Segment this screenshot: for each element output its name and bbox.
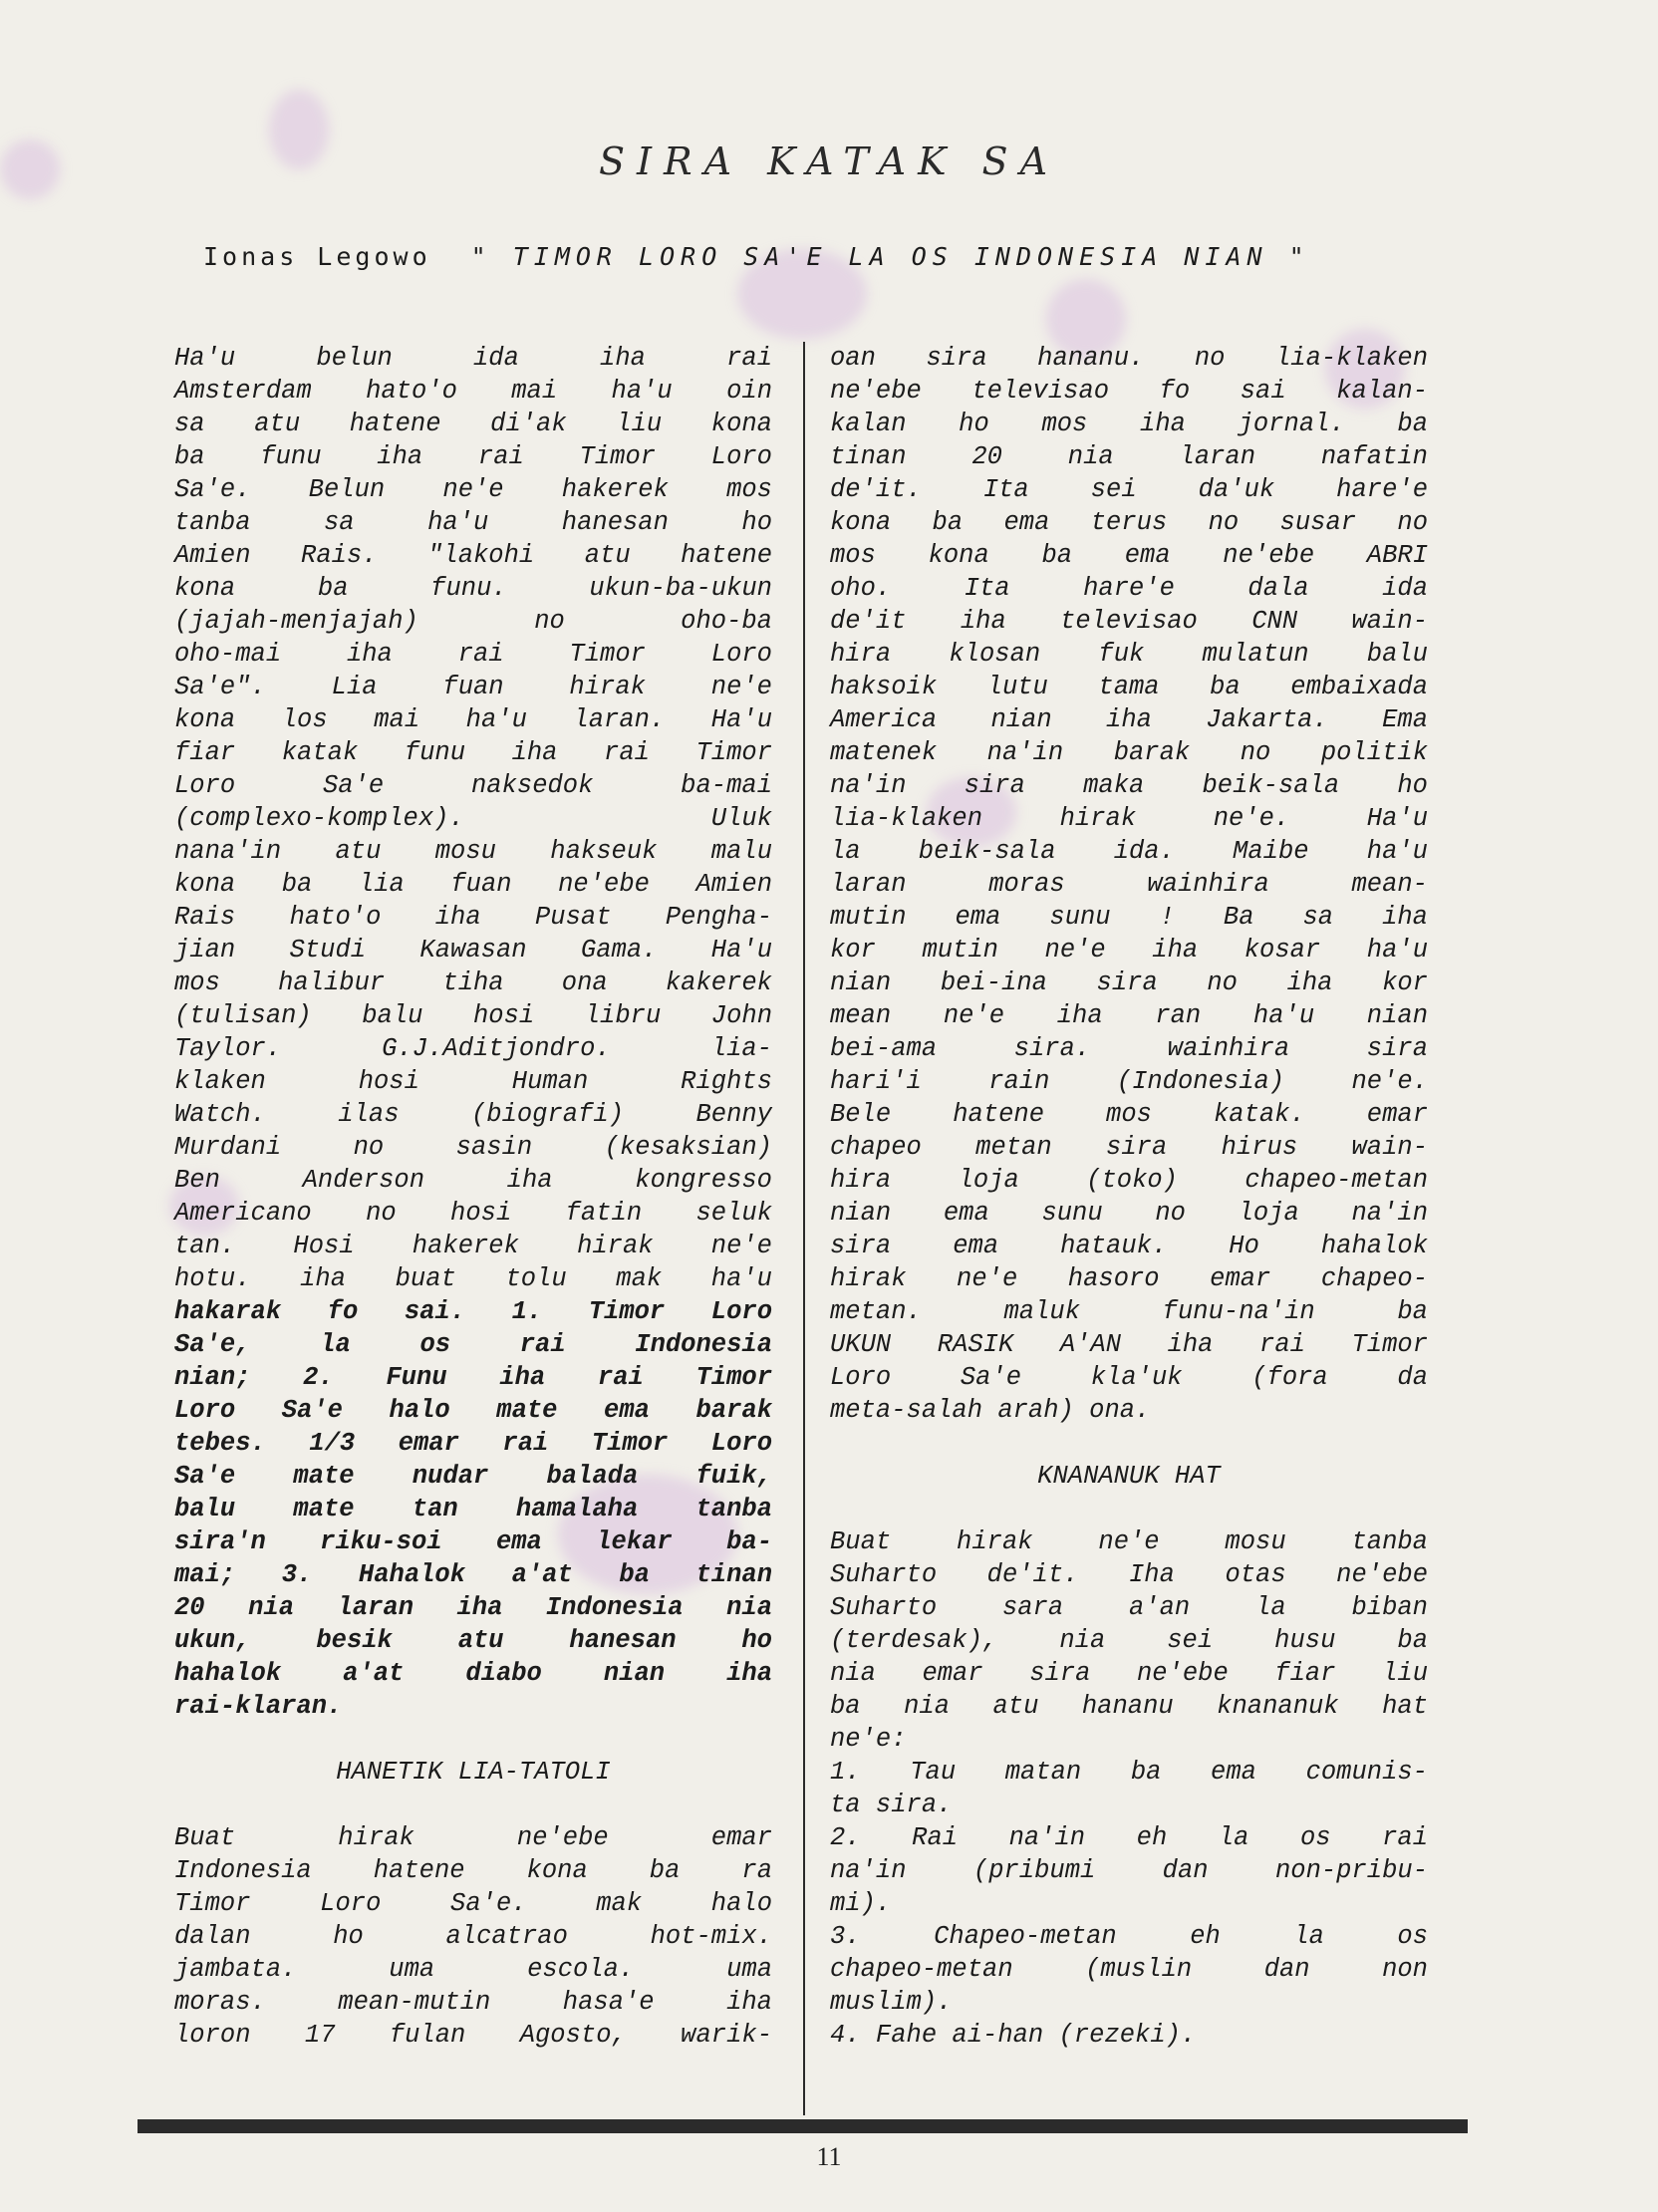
text-line: tebes. 1/3 emar rai Timor Loro	[174, 1429, 772, 1458]
text-line: hari'i rain (Indonesia) ne'e.	[830, 1067, 1428, 1096]
text-line: (tulisan) balu hosi libru John	[174, 1001, 772, 1030]
text-line: sira ema hatauk. Ho hahalok	[830, 1232, 1428, 1260]
text-line: Americano no hosi fatin seluk	[174, 1199, 772, 1228]
text-line: bei-ama sira. wainhira sira	[830, 1034, 1428, 1063]
text-line: mi).	[830, 1889, 892, 1918]
text-line: meta-salah arah) ona.	[830, 1396, 1151, 1425]
text-line: Murdani no sasin (kesaksian)	[174, 1133, 772, 1162]
text-line: hirak ne'e hasoro emar chapeo-	[830, 1264, 1428, 1293]
text-line: fiar katak funu iha rai Timor	[174, 738, 772, 767]
text-line: 1. Tau matan ba ema comunis-	[830, 1758, 1428, 1787]
text-line: balu mate tan hamalaha tanba	[174, 1495, 772, 1523]
text-line: ba funu iha rai Timor Loro	[174, 442, 772, 471]
text-line: Sa'e. Belun ne'e hakerek mos	[174, 475, 772, 504]
text-line: kona ba funu. ukun-ba-ukun	[174, 574, 772, 603]
text-line: Suharto sara a'an la biban	[830, 1593, 1428, 1622]
text-line: Watch. ilas (biografi) Benny	[174, 1100, 772, 1129]
text-line: Sa'e, la os rai Indonesia	[174, 1330, 772, 1359]
text-line: ne'ebe televisao fo sai kalan-	[830, 377, 1428, 406]
text-line: 4. Fahe ai-han (rezeki).	[830, 2021, 1197, 2050]
text-line: lia-klaken hirak ne'e. Ha'u	[830, 804, 1428, 833]
text-line: Loro Sa'e kla'uk (fora da	[830, 1363, 1428, 1392]
text-line: 3. Chapeo-metan eh la os	[830, 1922, 1428, 1951]
text-line: hakarak fo sai. 1. Timor Loro	[174, 1297, 772, 1326]
text-line: rai-klaran.	[174, 1692, 343, 1721]
text-line: Amsterdam hato'o mai ha'u oin	[174, 377, 772, 406]
text-line: hira loja (toko) chapeo-metan	[830, 1166, 1428, 1195]
text-line: oho. Ita hare'e dala ida	[830, 574, 1428, 603]
text-line: na'in sira maka beik-sala ho	[830, 771, 1428, 800]
text-line: America nian iha Jakarta. Ema	[830, 705, 1428, 734]
text-line: Rais hato'o iha Pusat Pengha-	[174, 903, 772, 932]
text-line: (complexo-komplex). Uluk	[174, 804, 772, 833]
text-line: 2. Rai na'in eh la os rai	[830, 1823, 1428, 1852]
text-line: kona ba lia fuan ne'ebe Amien	[174, 870, 772, 899]
text-line: mos halibur tiha ona kakerek	[174, 968, 772, 997]
article-subtitle: " TIMOR LORO SA'E LA OS INDONESIA NIAN "	[470, 242, 1310, 271]
text-line: nian; 2. Funu iha rai Timor	[174, 1363, 772, 1392]
byline	[203, 242, 1459, 271]
text-line: nia emar sira ne'ebe fiar liu	[830, 1659, 1428, 1688]
text-line: Amien Rais. "lakohi atu hatene	[174, 541, 772, 570]
text-line: hotu. iha buat tolu mak ha'u	[174, 1264, 772, 1293]
page-number: 11	[816, 2142, 842, 2171]
text-line: klaken hosi Human Rights	[174, 1067, 772, 1096]
text-line: de'it iha televisao CNN wain-	[830, 607, 1428, 636]
text-line: Ben Anderson iha kongresso	[174, 1166, 772, 1195]
text-line: matenek na'in barak no politik	[830, 738, 1428, 767]
text-line: hira klosan fuk mulatun balu	[830, 640, 1428, 669]
text-line: ba nia atu hananu knananuk hat	[830, 1692, 1428, 1721]
text-line: Taylor. G.J.Aditjondro. lia-	[174, 1034, 772, 1063]
text-line: mutin ema sunu ! Ba sa iha	[830, 903, 1428, 932]
text-line: Timor Loro Sa'e. mak halo	[174, 1889, 772, 1918]
text-line: jian Studi Kawasan Gama. Ha'u	[174, 936, 772, 965]
section-heading: HANETIK LIA-TATOLI	[336, 1758, 611, 1787]
text-line: Bele hatene mos katak. emar	[830, 1100, 1428, 1129]
text-line: (terdesak), nia sei husu ba	[830, 1626, 1428, 1655]
text-line: kona ba ema terus no susar no	[830, 508, 1428, 537]
text-line: oho-mai iha rai Timor Loro	[174, 640, 772, 669]
text-line: Buat hirak ne'ebe emar	[174, 1823, 772, 1852]
article-title: SIRA KATAK SA	[598, 139, 1060, 183]
column-divider	[803, 342, 805, 2115]
text-line: chapeo-metan (muslin dan non	[830, 1955, 1428, 1984]
text-line: 20 nia laran iha Indonesia nia	[174, 1593, 772, 1622]
text-line: Sa'e". Lia fuan hirak ne'e	[174, 673, 772, 701]
text-line: chapeo metan sira hirus wain-	[830, 1133, 1428, 1162]
text-line: Indonesia hatene kona ba ra	[174, 1856, 772, 1885]
text-line: laran moras wainhira mean-	[830, 870, 1428, 899]
text-line: ne'e:	[830, 1725, 907, 1754]
text-line: kona los mai ha'u laran. Ha'u	[174, 705, 772, 734]
text-line: jambata. uma escola. uma	[174, 1955, 772, 1984]
text-line: nian ema sunu no loja na'in	[830, 1199, 1428, 1228]
text-line: haksoik lutu tama ba embaixada	[830, 673, 1428, 701]
right-column	[830, 342, 1428, 2052]
text-line: tanba sa ha'u hanesan ho	[174, 508, 772, 537]
text-line: mean ne'e iha ran ha'u nian	[830, 1001, 1428, 1030]
section-heading: KNANANUK HAT	[1037, 1462, 1221, 1491]
text-line: Buat hirak ne'e mosu tanba	[830, 1527, 1428, 1556]
text-line: ta sira.	[830, 1791, 953, 1819]
text-line: Sa'e mate nudar balada fuik,	[174, 1462, 772, 1491]
text-line: kalan ho mos iha jornal. ba	[830, 410, 1428, 438]
footer-rule	[138, 2119, 1468, 2133]
text-line: Loro Sa'e naksedok ba-mai	[174, 771, 772, 800]
text-line: tinan 20 nia laran nafatin	[830, 442, 1428, 471]
text-line: kor mutin ne'e iha kosar ha'u	[830, 936, 1428, 965]
text-line: de'it. Ita sei da'uk hare'e	[830, 475, 1428, 504]
text-line: mos kona ba ema ne'ebe ABRI	[830, 541, 1428, 570]
text-line: Ha'u belun ida iha rai	[174, 344, 772, 373]
text-line: tan. Hosi hakerek hirak ne'e	[174, 1232, 772, 1260]
text-line: dalan ho alcatrao hot-mix.	[174, 1922, 772, 1951]
text-line: loron 17 fulan Agosto, warik-	[174, 2021, 772, 2050]
text-line: na'in (pribumi dan non-pribu-	[830, 1856, 1428, 1885]
author-name: Ionas Legowo	[203, 242, 431, 271]
text-line: UKUN RASIK A'AN iha rai Timor	[830, 1330, 1428, 1359]
text-line: hahalok a'at diabo nian iha	[174, 1659, 772, 1688]
text-line: metan. maluk funu-na'in ba	[830, 1297, 1428, 1326]
text-line: mai; 3. Hahalok a'at ba tinan	[174, 1560, 772, 1589]
left-column	[174, 342, 772, 2052]
text-line: la beik-sala ida. Maibe ha'u	[830, 837, 1428, 866]
text-line: ukun, besik atu hanesan ho	[174, 1626, 772, 1655]
text-line: (jajah-menjajah) no oho-ba	[174, 607, 772, 636]
text-line: nana'in atu mosu hakseuk malu	[174, 837, 772, 866]
text-line: nian bei-ina sira no iha kor	[830, 968, 1428, 997]
text-line: sira'n riku-soi ema lekar ba-	[174, 1527, 772, 1556]
text-line: sa atu hatene di'ak liu kona	[174, 410, 772, 438]
text-line: moras. mean-mutin hasa'e iha	[174, 1988, 772, 2017]
text-line: Suharto de'it. Iha otas ne'ebe	[830, 1560, 1428, 1589]
text-line: Loro Sa'e halo mate ema barak	[174, 1396, 772, 1425]
text-line: muslim).	[830, 1988, 953, 2017]
text-line: oan sira hananu. no lia-klaken	[830, 344, 1428, 373]
